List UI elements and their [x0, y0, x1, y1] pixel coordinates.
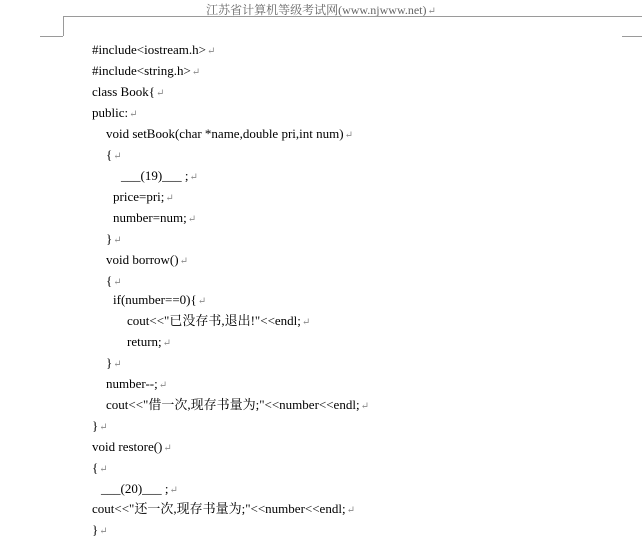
code-line-blank-20: ___(20)___ ;↵ [101, 481, 178, 496]
code-line: if(number==0){↵ [113, 292, 207, 307]
code-line: void setBook(char *name,double pri,int num)↵ [106, 126, 353, 141]
code-line: return;↵ [127, 334, 172, 349]
paragraph-mark-icon: ↵ [169, 485, 178, 496]
paragraph-mark-icon: ↵ [155, 88, 165, 99]
paragraph-mark-icon: ↵ [158, 380, 168, 391]
paragraph-mark-icon: ↵ [206, 46, 216, 57]
code-line: number--;↵ [106, 376, 168, 391]
paragraph-mark-icon: ↵ [162, 338, 172, 349]
paragraph-mark-icon: ↵ [99, 422, 108, 433]
code-line: {↵ [106, 147, 122, 162]
code-line: }↵ [106, 355, 122, 370]
paragraph-mark-icon: ↵ [189, 172, 198, 183]
paragraph-mark-icon: ↵ [191, 67, 201, 78]
paragraph-mark-icon: ↵ [113, 235, 122, 246]
paragraph-mark-icon: ↵ [129, 109, 138, 120]
paragraph-mark-icon: ↵ [113, 151, 122, 162]
code-line: public:↵ [92, 105, 138, 120]
code-line: cout<<"借一次,现存书量为;"<<number<<endl;↵ [106, 397, 369, 412]
code-line: number=num;↵ [113, 210, 197, 225]
code-line: #include<iostream.h>↵ [92, 42, 216, 57]
code-line: #include<string.h>↵ [92, 63, 201, 78]
paragraph-mark-icon: ↵ [113, 359, 122, 370]
paragraph-mark-icon: ↵ [346, 505, 355, 516]
code-line: void borrow()↵ [106, 252, 188, 267]
code-line: class Book{↵ [92, 84, 165, 99]
paragraph-mark-icon: ↵ [427, 6, 436, 17]
paragraph-mark-icon: ↵ [360, 401, 369, 412]
paragraph-mark-icon: ↵ [344, 130, 353, 141]
code-line: }↵ [92, 418, 108, 433]
code-line: price=pri;↵ [113, 189, 174, 204]
code-line: cout<<"已没存书,退出!"<<endl;↵ [127, 313, 311, 328]
paragraph-mark-icon: ↵ [179, 256, 188, 267]
code-line: {↵ [106, 273, 122, 288]
paragraph-mark-icon: ↵ [113, 277, 122, 288]
paragraph-mark-icon: ↵ [187, 214, 197, 225]
paragraph-mark-icon: ↵ [197, 296, 207, 307]
paragraph-mark-icon: ↵ [99, 464, 108, 475]
code-line: {↵ [92, 460, 108, 475]
code-line: void restore()↵ [92, 439, 172, 454]
code-line-blank-19: ___(19)___ ;↵ [121, 168, 198, 183]
paragraph-mark-icon: ↵ [301, 317, 311, 328]
paragraph-mark-icon: ↵ [163, 443, 172, 454]
code-line: }↵ [106, 231, 122, 246]
code-line: cout<<"还一次,现存书量为;"<<number<<endl;↵ [92, 501, 355, 516]
paragraph-mark-icon: ↵ [165, 193, 174, 204]
paragraph-mark-icon: ↵ [99, 526, 108, 537]
code-line: }↵ [92, 522, 108, 537]
header-title-text: 江苏省计算机等级考试网(www.njwww.net) [206, 3, 427, 17]
